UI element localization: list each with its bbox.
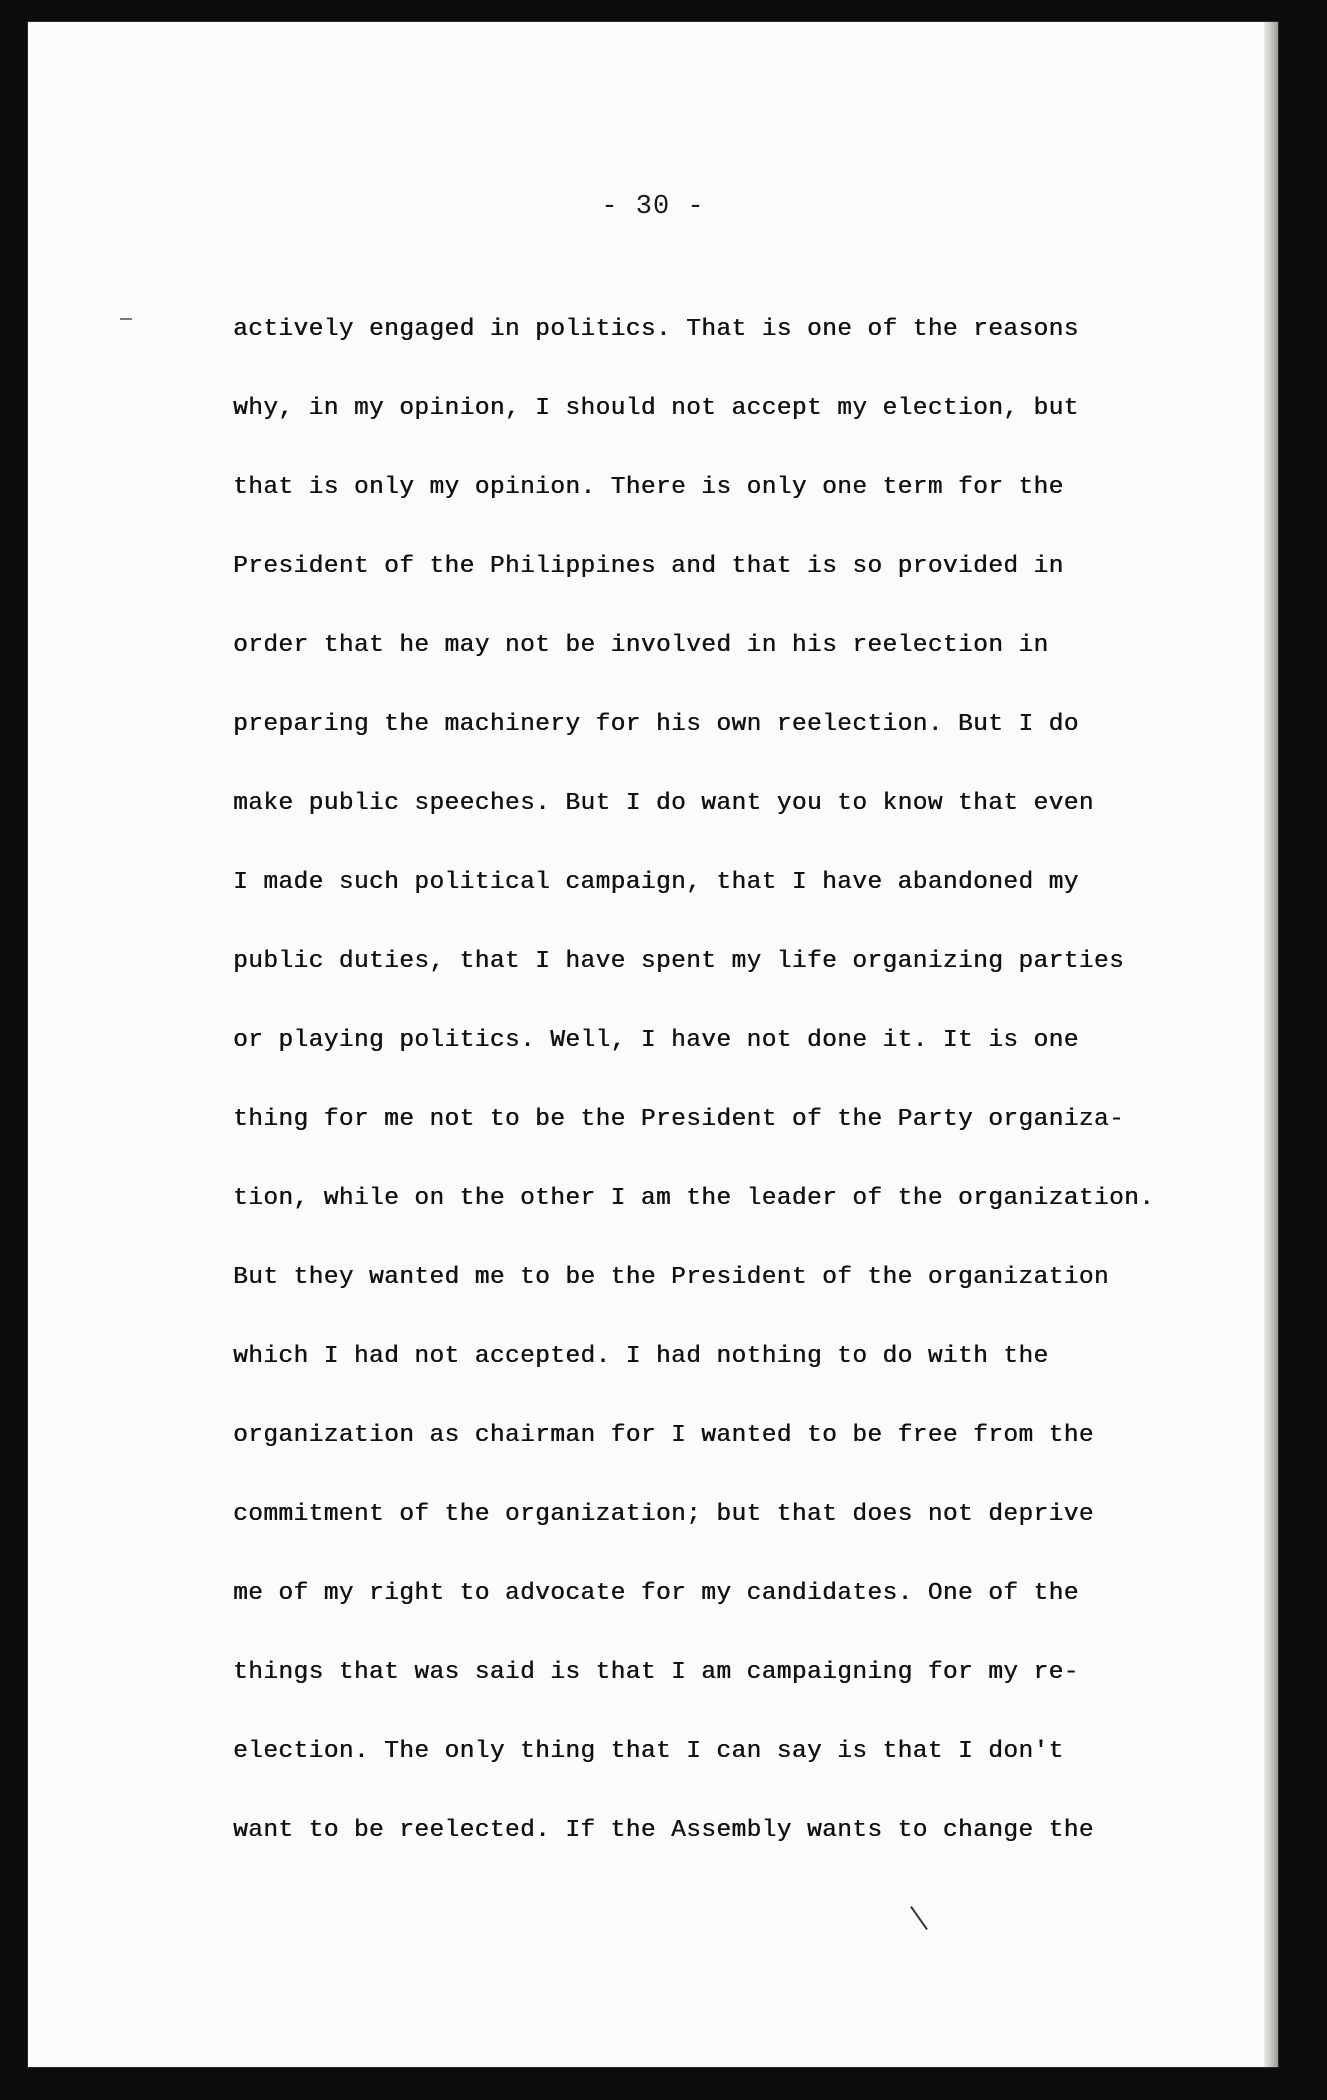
text-line: that is only my opinion. There is only one term for the <box>233 474 1064 501</box>
text-line: public duties, that I have spent my life organizing parties <box>233 948 1125 975</box>
text-line: thing for me not to be the President of the Party organiza- <box>233 1106 1125 1133</box>
text-line: order that he may not be involved in his reelection in <box>233 632 1049 659</box>
text-line: election. The only thing that I can say is that I don't <box>233 1738 1064 1765</box>
text-line: make public speeches. But I do want you to know that even <box>233 790 1094 817</box>
text-line: organization as chairman for I wanted to be free from the <box>233 1422 1094 1449</box>
text-line: commitment of the organization; but that does not deprive <box>233 1501 1094 1528</box>
text-line: actively engaged in politics. That is one of the reasons <box>233 316 1079 343</box>
text-line: things that was said is that I am campaigning for my re- <box>233 1659 1079 1686</box>
text-line: me of my right to advocate for my candidates. One of the <box>233 1580 1079 1607</box>
text-line: President of the Philippines and that is so provided in <box>233 553 1064 580</box>
text-line: preparing the machinery for his own reelection. But I do <box>233 711 1079 738</box>
page-edge <box>1264 22 1278 2067</box>
pen-mark <box>910 1906 928 1930</box>
text-line: want to be reelected. If the Assembly wants to change the <box>233 1817 1094 1844</box>
document-page <box>28 22 1278 2067</box>
text-line: which I had not accepted. I had nothing to do with the <box>233 1343 1049 1370</box>
typewritten-text <box>233 310 1263 1890</box>
text-line: or playing politics. Well, I have not done it. It is one <box>233 1027 1079 1054</box>
text-line: tion, while on the other I am the leader of the organization. <box>233 1185 1155 1212</box>
page-number: - 30 - <box>601 192 705 222</box>
margin-mark <box>120 318 132 320</box>
text-line: I made such political campaign, that I have abandoned my <box>233 869 1079 896</box>
text-line: why, in my opinion, I should not accept my election, but <box>233 395 1079 422</box>
text-line: But they wanted me to be the President of the organization <box>233 1264 1109 1291</box>
